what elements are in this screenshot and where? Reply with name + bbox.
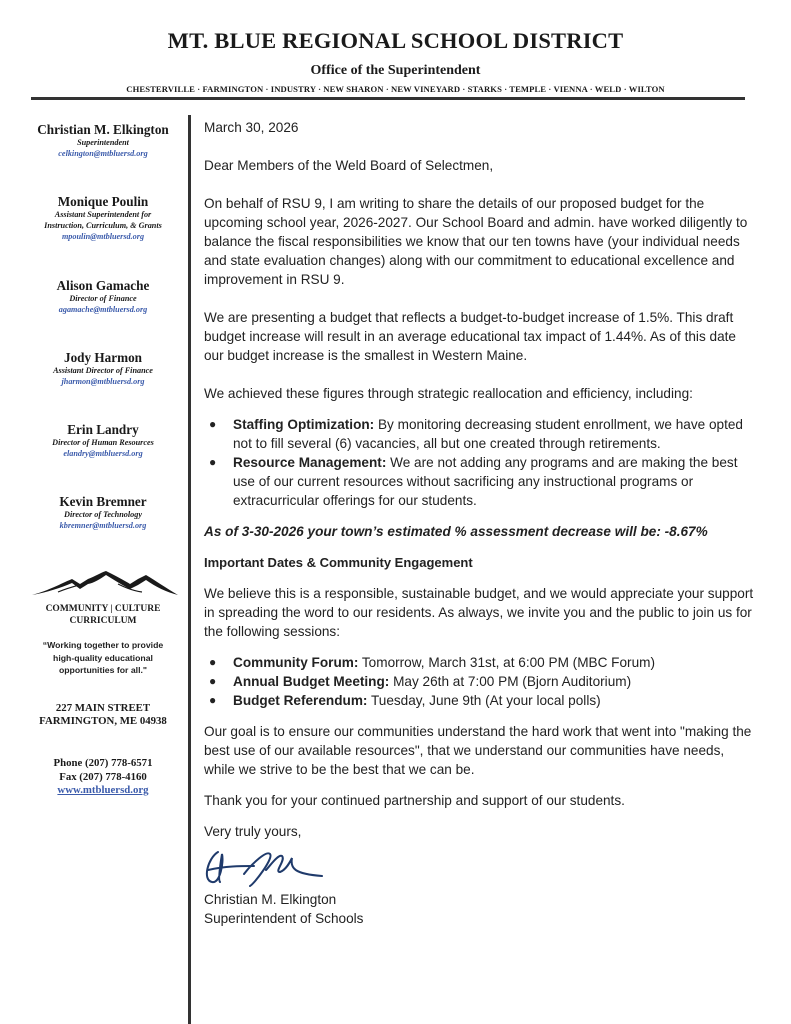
staff-entry [14,278,192,316]
quote-line: high-quality educational [53,652,153,663]
towns-list: CHESTERVILLE · FARMINGTON · INDUSTRY · NEW SHARON · NEW VINEYARD · STARKS · TEMPLE · VIENNA · WELD · WILTON [126,84,665,94]
staff-entry [14,422,192,460]
signature-image [204,844,324,888]
assessment-statement: As of 3-30-2026 your town’s estimated % assessment decrease will be: -8.67% [204,524,708,539]
list-item [204,453,754,510]
event-text: May 26th at 7:00 PM (Bjorn Auditorium) [389,674,632,689]
website-link[interactable]: www.mtbluersd.org [57,784,149,796]
motto-line: COMMUNITY | CULTURE [45,604,161,614]
paragraph: On behalf of RSU 9, I am writing to share the details of our proposed budget for the upcoming school year, 2026-2027. Our School Board and admin. have worked diligently to balance the fiscal responsibilities we know that our ten towns have (your individual needs and state evaluation changes) along with our commitment to educational excellence and improvement in RSU 9. [204,196,748,287]
bullet-icon: ● [209,693,217,707]
staff-name: Jody Harmon [63,350,143,365]
list-item [204,415,754,453]
mountain-logo-icon [30,570,180,596]
contact-info [14,757,192,798]
event-label: Annual Budget Meeting: [233,674,390,689]
paragraph: Thank you for your continued partnership and support of our students. [204,793,625,808]
staff-role: Director of Human Resources [52,438,154,447]
staff-entry [14,350,192,388]
address [14,702,192,728]
paragraph: Our goal is to ensure our communities understand the hard work that went into "making the best use of our available resources", that we understand our communities have needs, while we strive to be the best that we can be. [204,724,752,777]
staff-role: Director of Technology [64,510,142,519]
paragraph: We are presenting a budget that reflects a budget-to-budget increase of 1.5%. This draft budget increase will result in an average educational tax impact of 1.44%. As of this date our budget increase is the smallest in Western Maine. [204,310,736,363]
staff-role-line2: Instruction, Curriculum, & Grants [44,221,162,230]
quote-line: opportunities for all." [58,665,148,675]
staff-name: Erin Landry [67,422,139,437]
list-item-text: We are not adding any programs and are making the best use of our current resources without sacrificing any instructional programs or extracurricular offerings for our students. [233,455,738,508]
motto [14,603,192,627]
paragraph: We achieved these figures through strategic reallocation and efficiency, including: [204,386,693,401]
staff-email[interactable]: kbremner@mtbluersd.org [59,521,147,530]
bullet-icon: ● [209,455,217,469]
signer-name: Christian M. Elkington [204,892,337,907]
header-divider [31,97,745,100]
list-item [204,653,754,672]
signer-title: Superintendent of Schools [204,911,364,926]
staff-entry [14,494,192,532]
event-label: Budget Referendum: [233,693,368,708]
bullet-icon: ● [209,417,217,431]
staff-email[interactable]: agamache@mtbluersd.org [58,305,148,314]
bullet-icon: ● [209,674,217,688]
list-item [204,691,754,710]
fax-number: Fax (207) 778-4160 [59,770,147,783]
vertical-divider [188,115,191,1024]
city-state-zip: FARMINGTON, ME 04938 [39,715,167,727]
closing: Very truly yours, [204,824,302,839]
letter-date: March 30, 2026 [204,120,299,135]
district-title: MT. BLUE REGIONAL SCHOOL DISTRICT [167,28,624,53]
list-item-text: By monitoring decreasing student enrollment, we have opted not to fill several (6) vacancies, all but one created through retirements. [233,417,743,451]
quote-line: “Working together to provide [42,640,164,650]
staff-email[interactable]: celkington@mtbluersd.org [58,149,148,158]
staff-name: Monique Poulin [57,194,149,209]
letter-body [204,118,754,928]
staff-email[interactable]: elandry@mtbluersd.org [63,449,143,458]
staff-entry [14,194,192,243]
list-item [204,672,754,691]
section-heading: Important Dates & Community Engagement [204,555,473,570]
staff-role: Assistant Superintendent for [54,210,152,219]
office-subtitle: Office of the Superintendent [310,63,481,78]
list-item-label: Staffing Optimization: [233,417,375,432]
event-text: Tomorrow, March 31st, at 6:00 PM (MBC Forum) [358,655,655,670]
street-address: 227 MAIN STREET [55,702,151,714]
strategy-list [204,415,754,510]
staff-name: Kevin Bremner [59,494,147,509]
staff-name: Alison Gamache [56,278,150,293]
mission-quote [14,639,192,677]
salutation: Dear Members of the Weld Board of Selectmen, [204,158,494,173]
bullet-icon: ● [209,655,217,669]
staff-email[interactable]: mpoulin@mtbluersd.org [61,232,145,241]
staff-email[interactable]: jharmon@mtbluersd.org [61,377,145,386]
motto-line: CURRICULUM [69,616,137,626]
paragraph: We believe this is a responsible, sustainable budget, and we would appreciate your support in spreading the word to our residents. As always, we invite you and the public to join us for the following sessions: [204,586,754,639]
list-item-label: Resource Management: [233,455,387,470]
phone-number: Phone (207) 778-6571 [53,757,153,769]
staff-role: Assistant Director of Finance [53,366,153,375]
staff-role: Director of Finance [69,294,137,303]
staff-role: Superintendent [77,138,129,147]
event-label: Community Forum: [233,655,359,670]
event-text: Tuesday, June 9th (At your local polls) [367,693,601,708]
staff-name: Christian M. Elkington [37,122,169,137]
events-list [204,653,754,710]
staff-entry [14,122,192,160]
